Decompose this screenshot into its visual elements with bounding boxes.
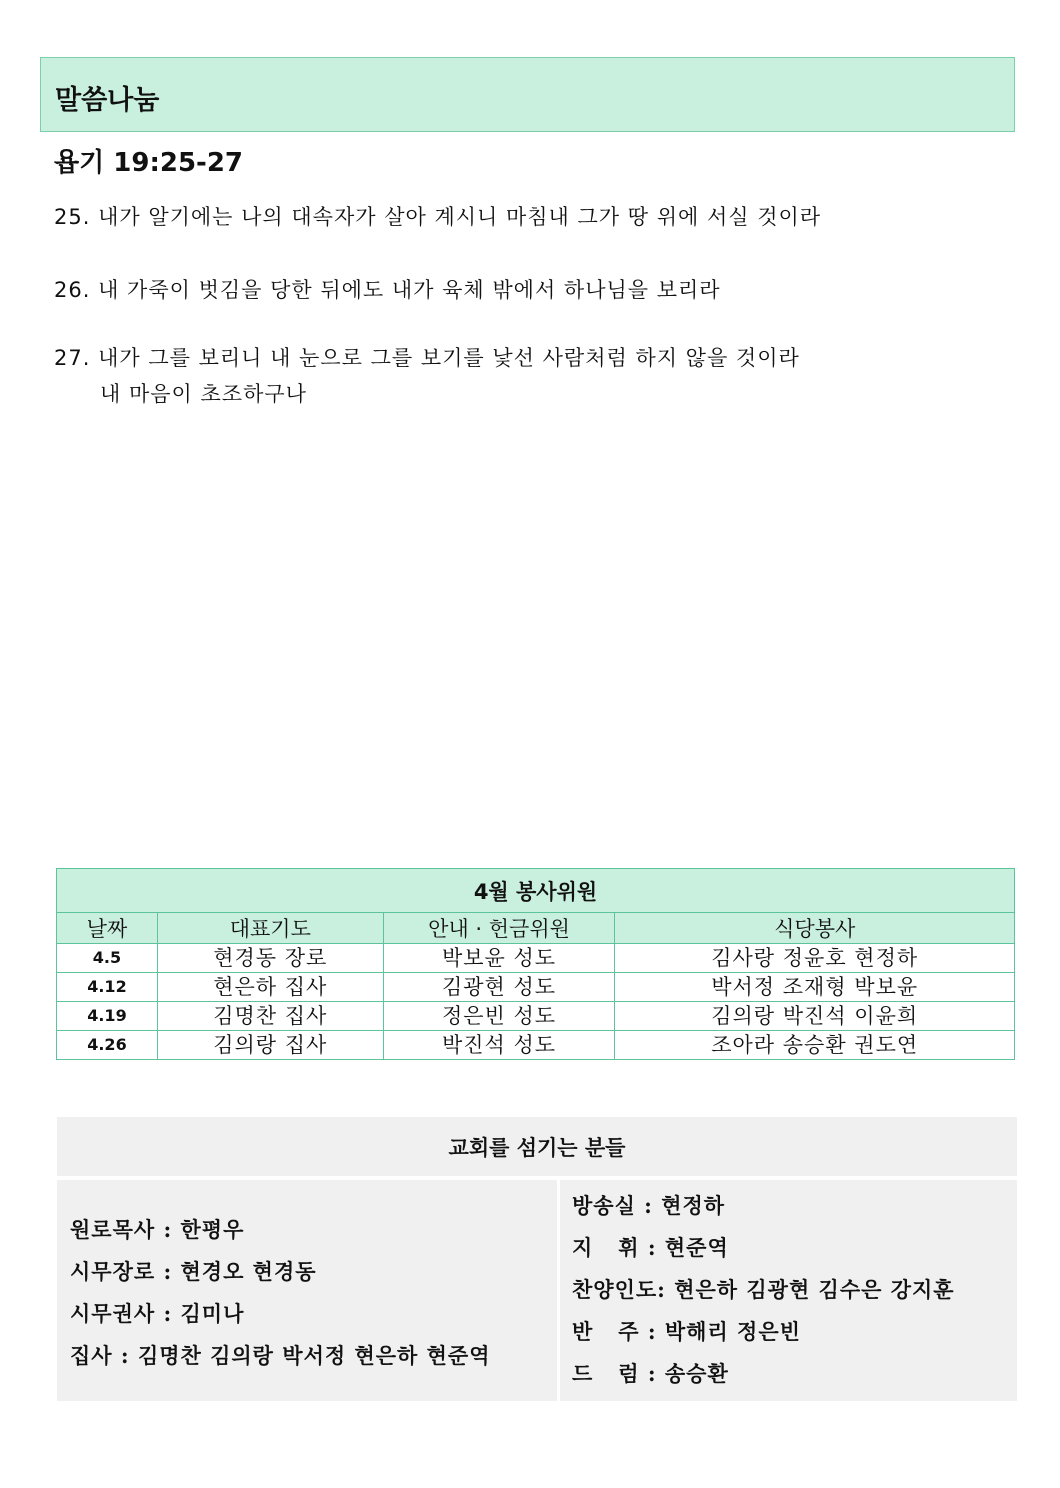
staff-deacons: 집사 : 김명찬 김의랑 박서정 현은하 현준역 xyxy=(70,1343,491,1368)
date-cell: 4.19 xyxy=(57,1002,158,1031)
table-caption: 4월 봉사위원 xyxy=(57,869,1015,913)
staff-broadcast: 방송실 : 현정하 xyxy=(572,1193,726,1218)
date-cell: 4.26 xyxy=(57,1031,158,1060)
table-row xyxy=(57,973,1015,1002)
table-row xyxy=(57,1031,1015,1060)
verse-27-continued: 내 마음이 초조하구나 xyxy=(100,382,307,406)
prayer-cell: 김의랑 집사 xyxy=(157,1031,383,1060)
usher-cell: 박보윤 성도 xyxy=(383,944,615,973)
prayer-cell: 현경동 장로 xyxy=(157,944,383,973)
staff-worship-leaders: 찬양인도: 현은하 김광현 김수은 강지훈 xyxy=(572,1277,955,1302)
service-schedule-table xyxy=(56,868,1015,1060)
kitchen-cell: 김사랑 정윤호 현정하 xyxy=(615,944,1015,973)
prayer-cell: 현은하 집사 xyxy=(157,973,383,1002)
staff-conductor: 지 휘 : 현준역 xyxy=(572,1235,729,1260)
staff-deaconess: 시무권사 : 김미나 xyxy=(70,1301,245,1326)
column-header-kitchen: 식당봉사 xyxy=(615,913,1015,944)
kitchen-cell: 조아라 송승환 권도연 xyxy=(615,1031,1015,1060)
verse-25: 25. 내가 알기에는 나의 대속자가 살아 계시니 마침내 그가 땅 위에 서실 것이라 xyxy=(54,205,822,229)
kitchen-cell: 박서정 조재형 박보윤 xyxy=(615,973,1015,1002)
verse-27: 27. 내가 그를 보리니 내 눈으로 그를 보기를 낯선 사람처럼 하지 않을 것이라 xyxy=(54,346,800,370)
usher-cell: 정은빈 성도 xyxy=(383,1002,615,1031)
staff-pastor-emeritus: 원로목사 : 한평우 xyxy=(70,1217,245,1242)
date-cell: 4.12 xyxy=(57,973,158,1002)
section-title: 말씀나눔 xyxy=(55,85,160,116)
usher-cell: 박진석 성도 xyxy=(383,1031,615,1060)
staff-section-title: 교회를 섬기는 분들 xyxy=(57,1117,1017,1176)
usher-cell: 김광현 성도 xyxy=(383,973,615,1002)
verse-26: 26. 내 가죽이 벗김을 당한 뒤에도 내가 육체 밖에서 하나님을 보리라 xyxy=(54,278,721,302)
staff-accompanists: 반 주 : 박해리 정은빈 xyxy=(572,1319,801,1344)
scripture-reference: 욥기 19:25-27 xyxy=(54,148,244,178)
column-header-prayer: 대표기도 xyxy=(157,913,383,944)
section-header xyxy=(40,57,1015,132)
staff-drums: 드 럼 : 송승환 xyxy=(572,1361,729,1386)
staff-left-panel xyxy=(57,1180,557,1401)
prayer-cell: 김명찬 집사 xyxy=(157,1002,383,1031)
table-row xyxy=(57,1002,1015,1031)
staff-elders: 시무장로 : 현경오 현경동 xyxy=(70,1259,317,1284)
staff-right-panel xyxy=(560,1180,1017,1401)
table-row xyxy=(57,944,1015,973)
column-header-date: 날짜 xyxy=(57,913,158,944)
kitchen-cell: 김의랑 박진석 이윤희 xyxy=(615,1002,1015,1031)
date-cell: 4.5 xyxy=(57,944,158,973)
column-header-usher: 안내 · 헌금위원 xyxy=(383,913,615,944)
